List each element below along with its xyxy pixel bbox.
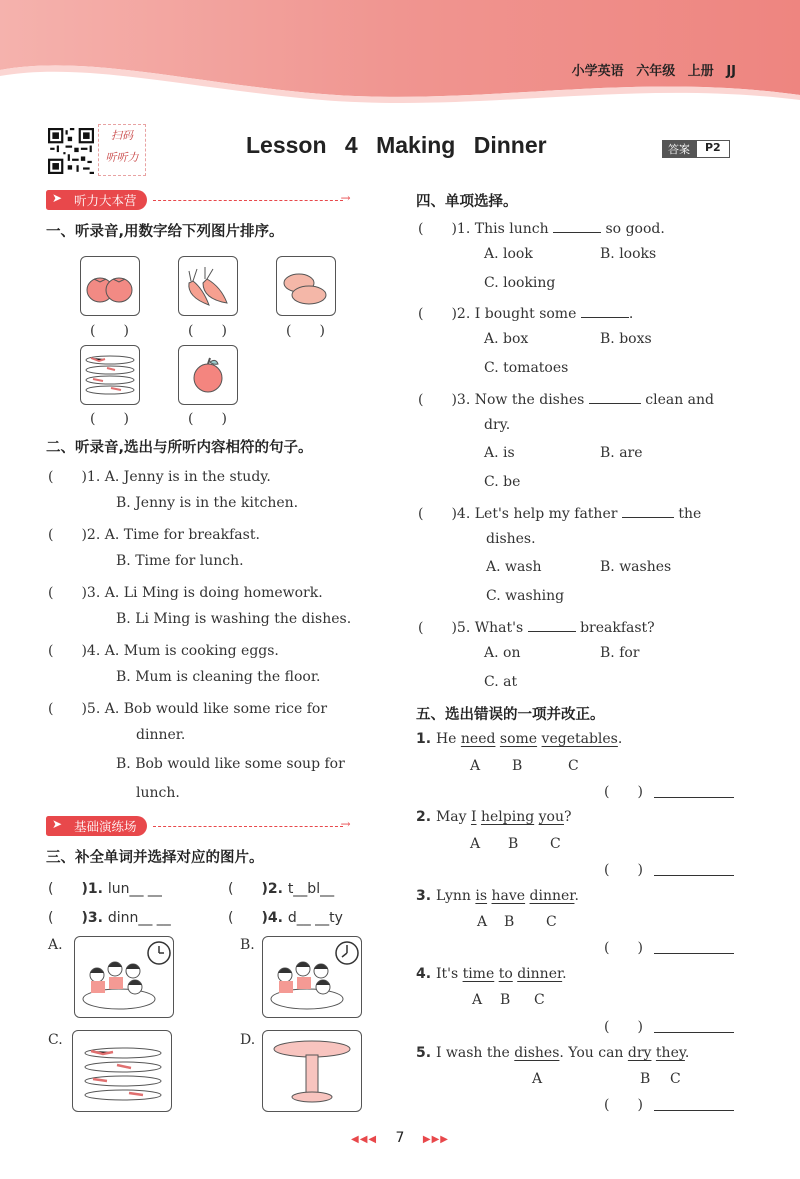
answer-paren[interactable]: ( ) bbox=[188, 411, 227, 427]
lesson-number: Lesson 4 bbox=[246, 132, 358, 158]
double-arrow-icon: ➤ bbox=[52, 191, 63, 205]
option-b: B. Jenny is in the kitchen. bbox=[116, 495, 299, 511]
letter-a: A bbox=[477, 914, 488, 930]
listening-item-5: ( )5. A. Bob would like some rice for bbox=[48, 701, 328, 717]
section-4-title: 四、单项选择。 bbox=[416, 194, 518, 210]
header-volume: 上册 bbox=[687, 64, 714, 79]
left-arrows-icon: ◀◀◀ bbox=[351, 1134, 378, 1145]
option-a: A. is bbox=[484, 445, 515, 461]
option-b: B. Li Ming is washing the dishes. bbox=[116, 611, 352, 627]
letter-a: A bbox=[532, 1071, 543, 1087]
answer-label: 答案 bbox=[662, 140, 696, 158]
answer-paren[interactable]: ( ) bbox=[604, 784, 643, 800]
option-b: B. are bbox=[600, 445, 643, 461]
question-cont: dry. bbox=[484, 417, 511, 433]
correction-item-2: 2. May I helping you? bbox=[416, 809, 572, 825]
listening-item-4: ( )4. A. Mum is cooking eggs. bbox=[48, 643, 279, 659]
option-b: B. Mum is cleaning the floor. bbox=[116, 669, 321, 685]
option-a: A. wash bbox=[486, 559, 542, 575]
option-a: A. look bbox=[484, 246, 533, 262]
header-band bbox=[0, 0, 800, 110]
option-b-cont: lunch. bbox=[136, 785, 180, 801]
letter-b: B bbox=[508, 836, 519, 852]
word-item-4: ( )4. d__ __ty bbox=[228, 910, 343, 926]
section-1-title: 一、听录音,用数字给下列图片排序。 bbox=[46, 224, 284, 240]
word-item-3: ( )3. dinn__ __ bbox=[48, 910, 171, 926]
letter-b: B bbox=[640, 1071, 651, 1087]
letter-b: B bbox=[504, 914, 515, 930]
option-a-cont: dinner. bbox=[136, 727, 186, 743]
option-a: A. on bbox=[484, 645, 521, 661]
banner-basic bbox=[46, 816, 343, 836]
banner-basic-label: 基础演练场 bbox=[74, 819, 137, 834]
scan-line-1: 扫码 bbox=[111, 129, 133, 142]
fill-blank[interactable] bbox=[553, 219, 601, 233]
double-arrow-icon: ➤ bbox=[52, 817, 63, 831]
answer-paren[interactable]: ( ) bbox=[188, 323, 227, 339]
letter-a: A bbox=[470, 836, 481, 852]
fill-blank[interactable] bbox=[581, 304, 629, 318]
listening-item-3: ( )3. A. Li Ming is doing homework. bbox=[48, 585, 323, 601]
answer-paren[interactable]: ( ) bbox=[90, 411, 129, 427]
banner-listening bbox=[46, 190, 343, 210]
stacked-dishes-picture bbox=[72, 1030, 172, 1112]
picture-label-b: B. bbox=[240, 937, 255, 953]
header-book-info bbox=[572, 60, 736, 79]
option-c: C. at bbox=[484, 674, 518, 690]
option-b: B. looks bbox=[600, 246, 657, 262]
fill-blank[interactable] bbox=[528, 618, 576, 632]
option-b: B. boxs bbox=[600, 331, 652, 347]
option-a: A. box bbox=[484, 331, 529, 347]
letter-c: C bbox=[546, 914, 557, 930]
word-item-2: ( )2. t__bl__ bbox=[228, 881, 335, 897]
letter-c: C bbox=[534, 992, 545, 1008]
picture-label-c: C. bbox=[48, 1032, 63, 1048]
listening-item-2: ( )2. A. Time for breakfast. bbox=[48, 527, 260, 543]
fill-blank[interactable] bbox=[589, 390, 641, 404]
page-footer bbox=[0, 1130, 800, 1146]
dishes-picture bbox=[80, 345, 140, 405]
word-item-1: ( )1. lun__ __ bbox=[48, 881, 162, 897]
page-title bbox=[246, 132, 547, 159]
correction-item-5: 5. I wash the dishes. You can dry they. bbox=[416, 1045, 690, 1061]
page-number: 7 bbox=[395, 1130, 405, 1146]
section-2-title: 二、听录音,选出与所听内容相符的句子。 bbox=[46, 440, 313, 456]
carrots-picture bbox=[178, 256, 238, 316]
answer-paren[interactable]: ( ) bbox=[90, 323, 129, 339]
correction-line[interactable] bbox=[654, 875, 734, 876]
option-c: C. looking bbox=[484, 275, 556, 291]
option-b: B. for bbox=[600, 645, 640, 661]
header-grade: 六年级 bbox=[636, 64, 676, 79]
apple-picture bbox=[178, 345, 238, 405]
picture-label-a: A. bbox=[48, 937, 63, 953]
letter-b: B bbox=[500, 992, 511, 1008]
fill-blank[interactable] bbox=[622, 504, 674, 518]
qr-code[interactable] bbox=[48, 128, 94, 174]
letter-c: C bbox=[550, 836, 561, 852]
option-c: C. washing bbox=[486, 588, 565, 604]
option-b: B. Time for lunch. bbox=[116, 553, 244, 569]
answer-paren[interactable]: ( ) bbox=[604, 1019, 643, 1035]
answer-paren[interactable]: ( ) bbox=[604, 862, 643, 878]
correction-line[interactable] bbox=[654, 1032, 734, 1033]
correction-line[interactable] bbox=[654, 1110, 734, 1111]
choice-item-4: ( )4. Let's help my father the bbox=[418, 506, 702, 522]
letter-c: C bbox=[670, 1071, 681, 1087]
lesson-name: Making Dinner bbox=[376, 132, 547, 158]
answer-page: P2 bbox=[696, 140, 730, 158]
picture-label-d: D. bbox=[240, 1032, 256, 1048]
letter-b: B bbox=[512, 758, 523, 774]
choice-item-5: ( )5. What's breakfast? bbox=[418, 620, 655, 636]
correction-line[interactable] bbox=[654, 953, 734, 954]
answer-page-tag[interactable] bbox=[662, 140, 730, 158]
potatoes-picture bbox=[276, 256, 336, 316]
header-edition: JJ bbox=[726, 64, 736, 79]
answer-paren[interactable]: ( ) bbox=[604, 940, 643, 956]
letter-a: A bbox=[472, 992, 483, 1008]
option-b: B. washes bbox=[600, 559, 672, 575]
tomatoes-picture bbox=[80, 256, 140, 316]
choice-item-1: ( )1. This lunch so good. bbox=[418, 221, 665, 237]
listening-item-1: ( )1. A. Jenny is in the study. bbox=[48, 469, 271, 485]
right-arrows-icon: ▶▶▶ bbox=[422, 1134, 449, 1145]
answer-paren[interactable]: ( ) bbox=[604, 1097, 643, 1113]
letter-a: A bbox=[470, 758, 481, 774]
correction-item-1: 1. He need some vegetables. bbox=[416, 731, 623, 747]
answer-paren[interactable]: ( ) bbox=[286, 323, 325, 339]
scan-listen-label bbox=[98, 124, 146, 176]
correction-line[interactable] bbox=[654, 797, 734, 798]
choice-item-2: ( )2. I bought some . bbox=[418, 306, 634, 322]
banner-listening-label: 听力大本营 bbox=[74, 193, 137, 208]
section-5-title: 五、选出错误的一项并改正。 bbox=[416, 707, 605, 723]
dashed-divider bbox=[153, 826, 343, 827]
question-cont: dishes. bbox=[486, 531, 536, 547]
option-c: C. be bbox=[484, 474, 521, 490]
section-3-title: 三、补全单词并选择对应的图片。 bbox=[46, 850, 264, 866]
family-lunch-picture bbox=[74, 936, 174, 1018]
choice-item-3: ( )3. Now the dishes clean and bbox=[418, 392, 715, 408]
option-c: C. tomatoes bbox=[484, 360, 569, 376]
letter-c: C bbox=[568, 758, 579, 774]
family-dinner-picture bbox=[262, 936, 362, 1018]
header-subject: 小学英语 bbox=[571, 64, 624, 79]
correction-item-4: 4. It's time to dinner. bbox=[416, 966, 567, 982]
scan-line-2: 听听力 bbox=[105, 151, 139, 164]
dashed-divider bbox=[153, 200, 343, 201]
correction-item-3: 3. Lynn is have dinner. bbox=[416, 888, 579, 904]
option-b: B. Bob would like some soup for bbox=[116, 756, 345, 772]
table-picture bbox=[262, 1030, 362, 1112]
